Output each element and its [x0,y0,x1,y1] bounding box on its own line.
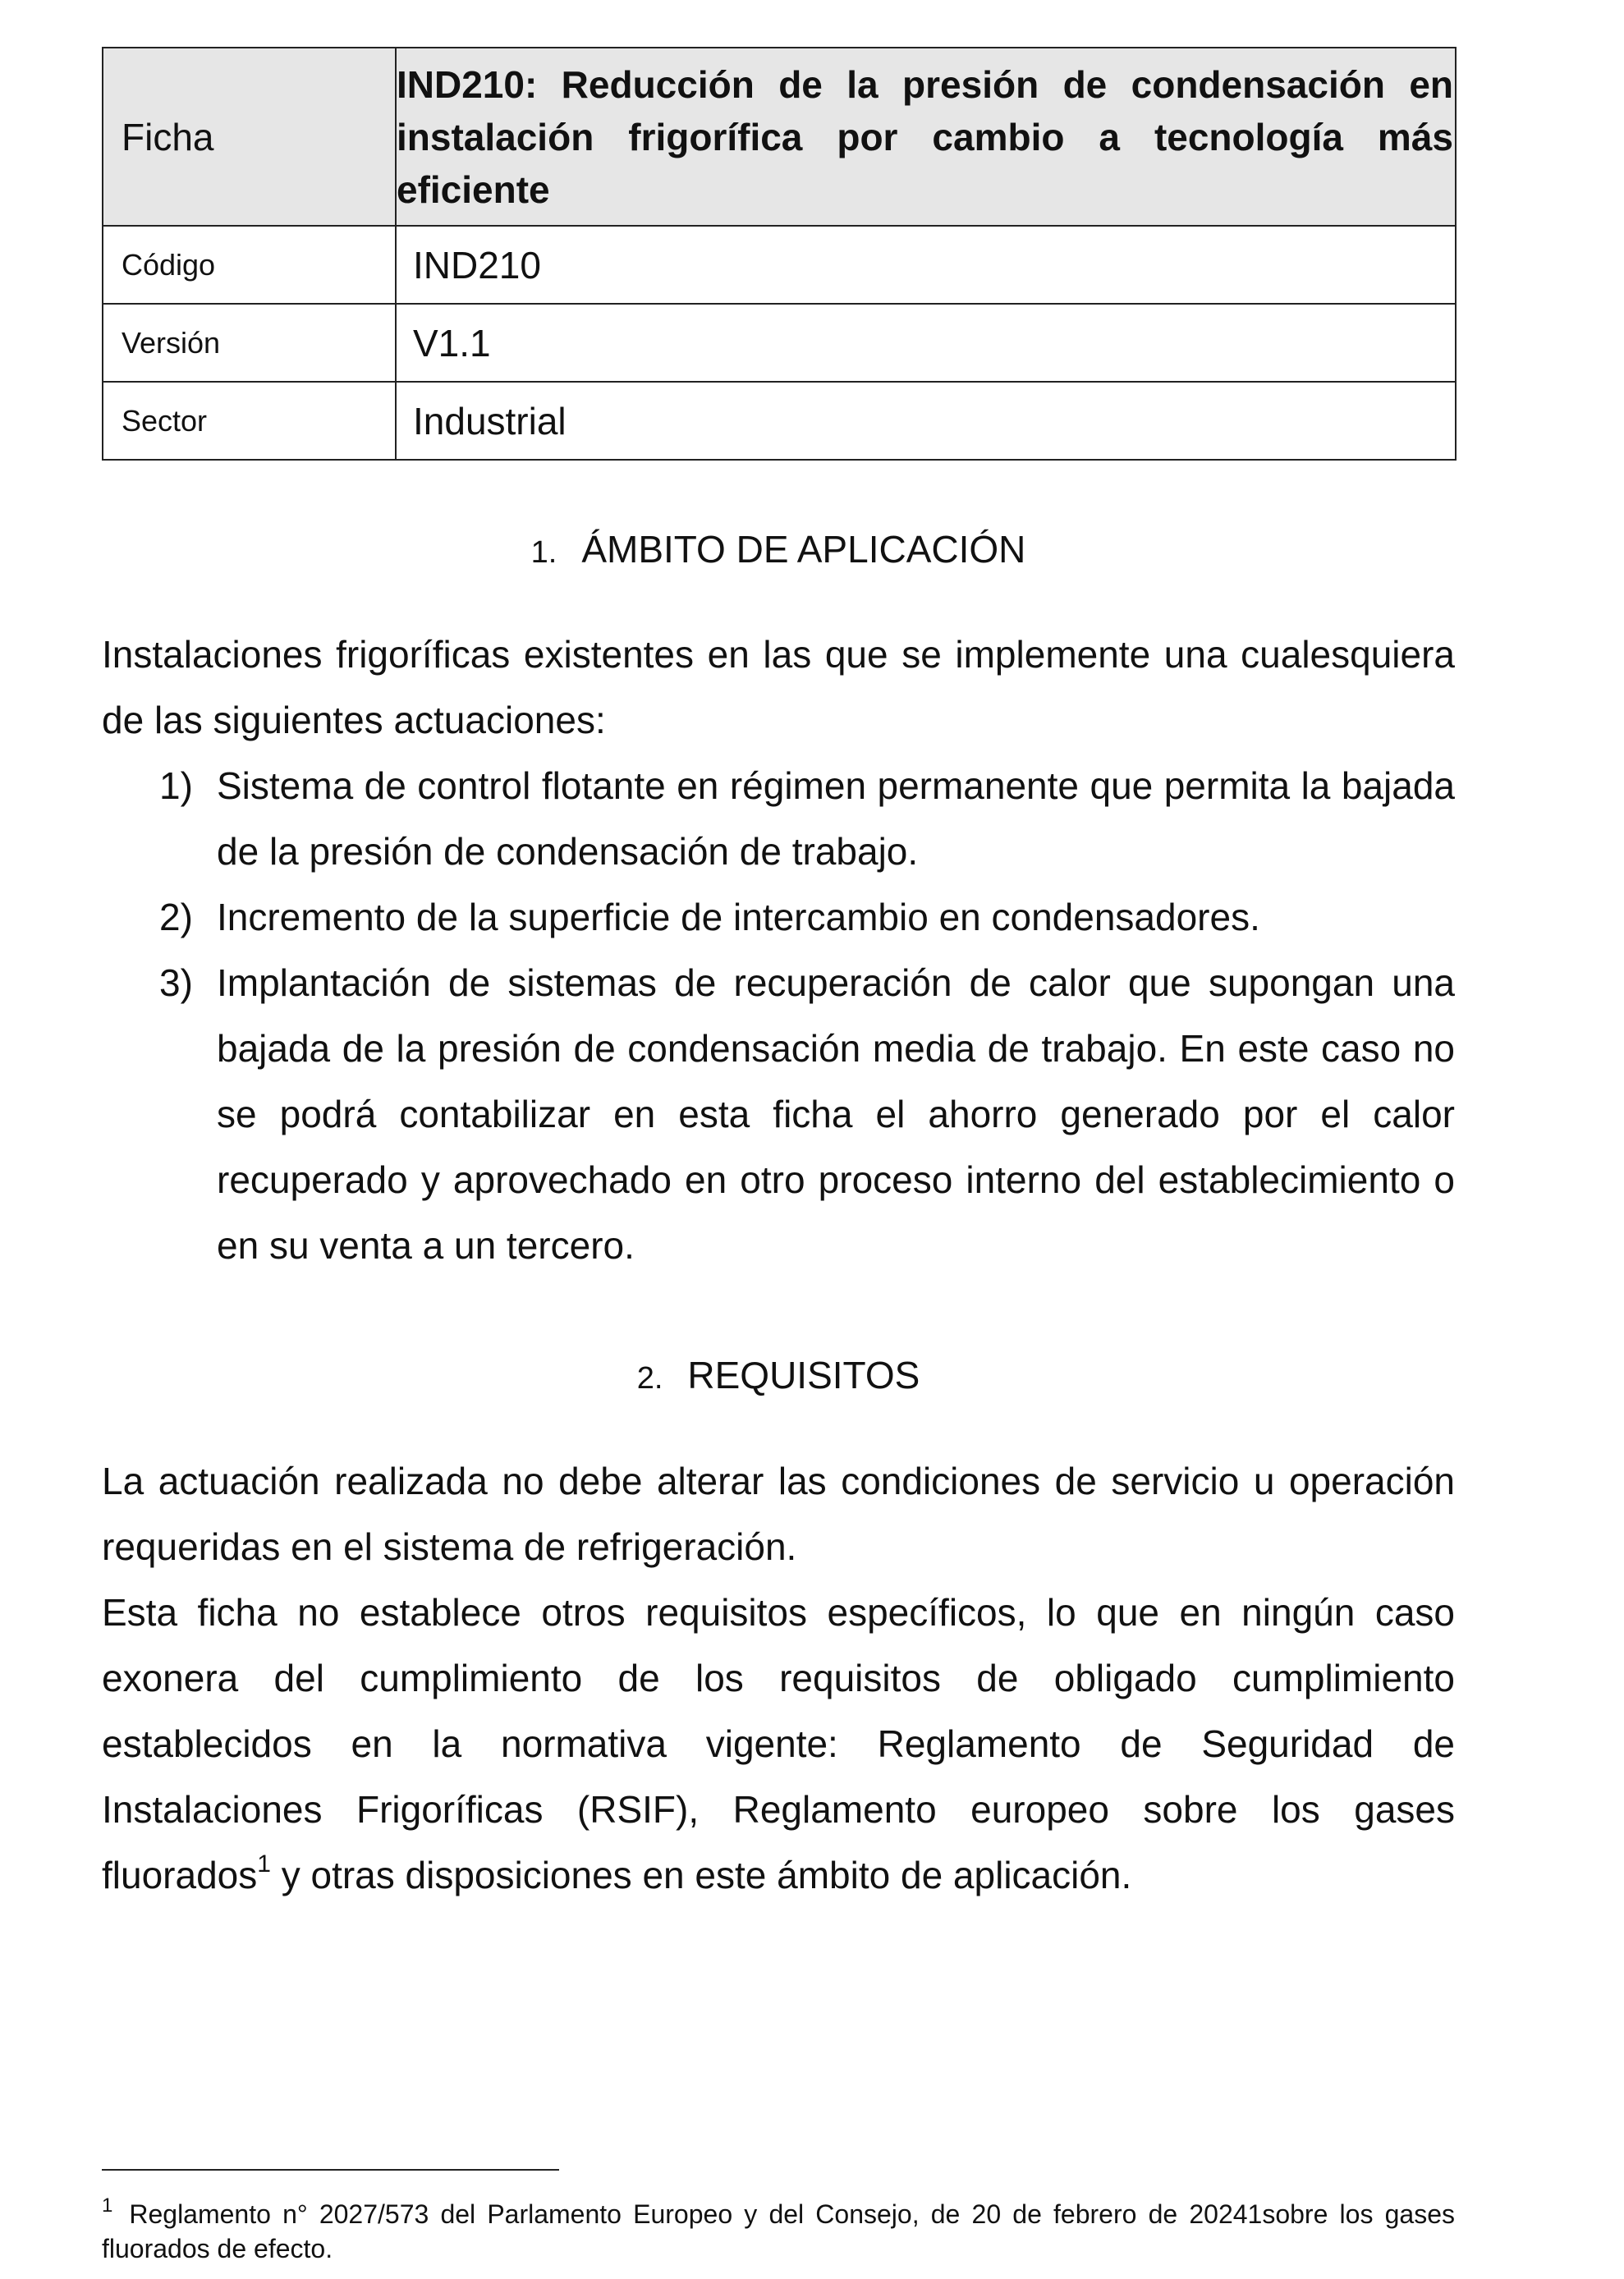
footnote-marker: 1 [102,2194,113,2217]
list-marker: 2) [159,896,193,938]
section-2-number: 2. [636,1361,663,1396]
section-1-number: 1. [530,535,557,570]
table-row-version [103,304,1456,382]
footnote-reference[interactable]: 1 [257,1850,271,1878]
list-item-text: Implantación de sistemas de recuperación de calor que supongan una bajada de la presión de condensación media de trabajo. En este caso no se podrá contabilizar en esta ficha el ahorro generado por el calor recuperado y aprovechado en otro proceso interno del establecimiento o en su venta a un tercero. [217,961,1455,1267]
section-2-paragraph-1: La actuación realizada no debe alterar las condiciones de servicio u operación requeridas en el sistema de refrigeración. [102,1460,1455,1568]
footnote-text: Reglamento n° 2027/573 del Parlamento Europeo y del Consejo, de 20 de febrero de 20241sobre los gases fluorados de efecto. [102,2199,1455,2263]
section-2-title: REQUISITOS [687,1354,920,1396]
document-page [102,0,1455,2279]
section-1-list [102,753,1455,1278]
ficha-table [102,47,1457,461]
ficha-header-row [103,48,1456,226]
sector-label: Sector [103,382,396,460]
ficha-title: IND210: Reducción de la presión de condensación en instalación frigorífica por cambio a tecnología más eficiente [396,48,1456,226]
section-1-intro: Instalaciones frigoríficas existentes en las que se implemente una cualesquiera de las siguientes actuaciones: [102,633,1455,741]
footnote [102,2194,1455,2266]
table-row-sector [103,382,1456,460]
list-item [102,884,1455,950]
section-1-heading [102,525,1455,577]
section-1-title: ÁMBITO DE APLICACIÓN [581,528,1026,571]
ficha-label: Ficha [103,48,396,226]
codigo-value: IND210 [396,226,1456,304]
table-row-codigo [103,226,1456,304]
list-marker: 1) [159,764,193,807]
version-label: Versión [103,304,396,382]
section-2-heading [102,1350,1455,1403]
version-value: V1.1 [396,304,1456,382]
footnote-divider [102,2169,559,2171]
section-2-paragraph-2 [102,1580,1455,1908]
paragraph-2-text-end: y otras disposiciones en este ámbito de aplicación. [270,1854,1132,1896]
paragraph-2-text: Esta ficha no establece otros requisitos específicos, lo que en ningún caso exonera del cumplimiento de los requisitos de obligado cumplimiento establecidos en la normativa vigente: Reglamento de Seguridad de Instalaciones Frigoríficas (RSIF), Reglamento europeo sobre los gases fluorados [102,1591,1455,1896]
sector-value: Industrial [396,382,1456,460]
list-item-text: Sistema de control flotante en régimen permanente que permita la bajada de la presión de condensación de trabajo. [217,764,1455,873]
codigo-label: Código [103,226,396,304]
list-item [102,753,1455,884]
list-marker: 3) [159,961,193,1004]
list-item-text: Incremento de la superficie de intercambio en condensadores. [217,896,1260,938]
list-item [102,950,1455,1278]
